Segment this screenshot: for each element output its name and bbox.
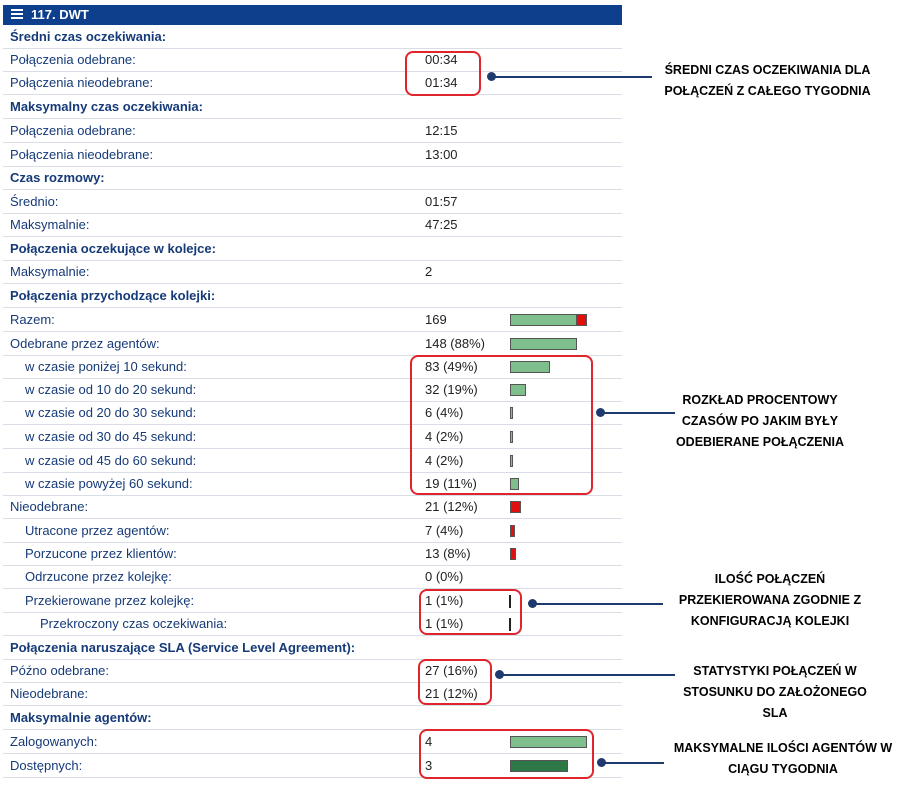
answered-bar xyxy=(510,338,577,350)
annotation-sla: STATYSTYKI POŁĄCZEŃ W STOSUNKU DO ZAŁOŻONEGO SLA xyxy=(683,664,867,720)
stat-value: 3 xyxy=(425,758,433,773)
section-max-wait xyxy=(3,96,622,119)
stat-label: Odrzucone przez kolejkę: xyxy=(25,569,172,584)
bucket-value: 6 (4%) xyxy=(425,405,464,420)
stat-label: Utracone przez agentów: xyxy=(25,523,170,538)
stat-value: 7 (4%) xyxy=(425,523,464,538)
bucket-value: 4 (2%) xyxy=(425,429,464,444)
connector-line xyxy=(533,603,663,605)
unanswered-bar xyxy=(576,314,587,326)
stat-label: Odebrane przez agentów: xyxy=(10,336,160,351)
bucket-label: w czasie poniżej 10 sekund: xyxy=(25,359,187,374)
stat-row-total xyxy=(3,309,622,332)
stat-label: Razem: xyxy=(10,312,55,327)
stat-row xyxy=(3,144,622,167)
highlight-agents xyxy=(419,729,594,779)
section-talk-time xyxy=(3,167,622,190)
stat-row xyxy=(3,120,622,143)
connector-line xyxy=(602,762,664,764)
stat-label: Przekierowane przez kolejkę: xyxy=(25,593,195,608)
section-heading: Czas rozmowy: xyxy=(10,170,105,185)
panel-title-bar xyxy=(3,5,622,25)
section-heading: Połączenia naruszające SLA (Service Level Agreement): xyxy=(10,640,356,655)
stat-value: 2 xyxy=(425,264,433,279)
section-heading: Średni czas oczekiwania: xyxy=(10,29,167,44)
stat-label: Nieodebrane: xyxy=(10,686,89,701)
stat-label: Połączenia odebrane: xyxy=(10,52,136,67)
section-sla xyxy=(3,637,622,660)
bucket-value: 19 (11%) xyxy=(425,476,477,491)
bucket-value: 32 (19%) xyxy=(425,382,478,397)
bucket-value: 83 (49%) xyxy=(425,359,478,374)
stat-label: Maksymalnie: xyxy=(10,264,90,279)
stat-value: 13:00 xyxy=(425,147,458,162)
answered-bar xyxy=(510,314,577,326)
stat-value: 1 (1%) xyxy=(425,616,464,631)
stat-value: 12:15 xyxy=(425,123,458,138)
lost-bar xyxy=(510,525,515,537)
section-incoming xyxy=(3,285,622,308)
stat-row xyxy=(3,49,622,72)
annotation-agents: MAKSYMALNE ILOŚCI AGENTÓW W CIĄGU TYGODNIA xyxy=(673,741,893,776)
bucket-label: w czasie od 10 do 20 sekund: xyxy=(25,382,197,397)
stat-value: 01:34 xyxy=(425,75,458,90)
stat-value: 13 (8%) xyxy=(425,546,471,561)
abandoned-bar xyxy=(510,548,516,560)
highlight-distribution xyxy=(410,355,593,495)
stat-row xyxy=(3,613,622,636)
section-heading: Połączenia przychodzące kolejki: xyxy=(10,288,216,303)
section-avg-wait xyxy=(3,26,622,49)
stat-value: 47:25 xyxy=(425,217,458,232)
stat-value: 21 (12%) xyxy=(425,499,478,514)
stat-value: 4 xyxy=(425,734,433,749)
stat-label: Maksymalnie: xyxy=(10,217,90,232)
stat-value: 01:57 xyxy=(425,194,458,209)
connector-line xyxy=(500,674,675,676)
panel-title: 117. DWT xyxy=(31,7,89,22)
annotation-redirected: ILOŚĆ POŁĄCZEŃ PRZEKIEROWANA ZGODNIE Z KONFIGURACJĄ KOLEJKI xyxy=(678,572,862,628)
stat-row xyxy=(3,566,622,589)
stat-row xyxy=(3,660,622,683)
stat-row xyxy=(3,191,622,214)
section-heading: Maksymalny czas oczekiwania: xyxy=(10,99,203,114)
stat-value: 21 (12%) xyxy=(425,686,478,701)
stat-value: 148 (88%) xyxy=(425,336,485,351)
annotation-avg-wait: ŚREDNI CZAS OCZEKIWANIA DLA POŁĄCZEŃ Z CAŁEGO TYGODNIA xyxy=(664,63,871,98)
stat-row xyxy=(3,214,622,237)
list-icon[interactable] xyxy=(11,9,23,21)
connector-line xyxy=(492,76,652,78)
highlight-avg-wait xyxy=(405,51,481,96)
stat-row xyxy=(3,520,622,543)
section-agents xyxy=(3,707,622,730)
section-heading: Maksymalnie agentów: xyxy=(10,710,152,725)
bucket-label: w czasie od 30 do 45 sekund: xyxy=(25,429,197,444)
bucket-label: w czasie od 20 do 30 sekund: xyxy=(25,405,197,420)
stat-label: Połączenia odebrane: xyxy=(10,123,136,138)
stat-label: Dostępnych: xyxy=(10,758,83,773)
highlight-sla xyxy=(418,659,492,705)
unanswered-bar xyxy=(510,501,521,513)
bucket-label: w czasie powyżej 60 sekund: xyxy=(25,476,193,491)
stat-row-unanswered xyxy=(3,496,622,519)
section-heading: Połączenia oczekujące w kolejce: xyxy=(10,241,216,256)
stat-row xyxy=(3,261,622,284)
stat-label: Zalogowanych: xyxy=(10,734,98,749)
section-queued xyxy=(3,238,622,261)
stat-label: Połączenia nieodebrane: xyxy=(10,147,154,162)
highlight-redirected xyxy=(419,589,522,635)
stat-label: Późno odebrane: xyxy=(10,663,110,678)
stat-value: 0 (0%) xyxy=(425,569,464,584)
stat-row-answered xyxy=(3,333,622,356)
stat-label: Nieodebrane: xyxy=(10,499,89,514)
stat-label: Przekroczony czas oczekiwania: xyxy=(40,616,228,631)
stat-value: 00:34 xyxy=(425,52,458,67)
stat-row xyxy=(3,683,622,706)
stat-label: Połączenia nieodebrane: xyxy=(10,75,154,90)
stat-value: 27 (16%) xyxy=(425,663,478,678)
stat-value: 1 (1%) xyxy=(425,593,464,608)
stat-value: 169 xyxy=(425,312,447,327)
stat-label: Porzucone przez klientów: xyxy=(25,546,177,561)
stat-row xyxy=(3,543,622,566)
bucket-value: 4 (2%) xyxy=(425,453,464,468)
annotation-distribution: ROZKŁAD PROCENTOWY CZASÓW PO JAKIM BYŁY ODEBIERANE POŁĄCZENIA xyxy=(675,393,845,449)
stat-label: Średnio: xyxy=(10,194,59,209)
bucket-label: w czasie od 45 do 60 sekund: xyxy=(25,453,197,468)
